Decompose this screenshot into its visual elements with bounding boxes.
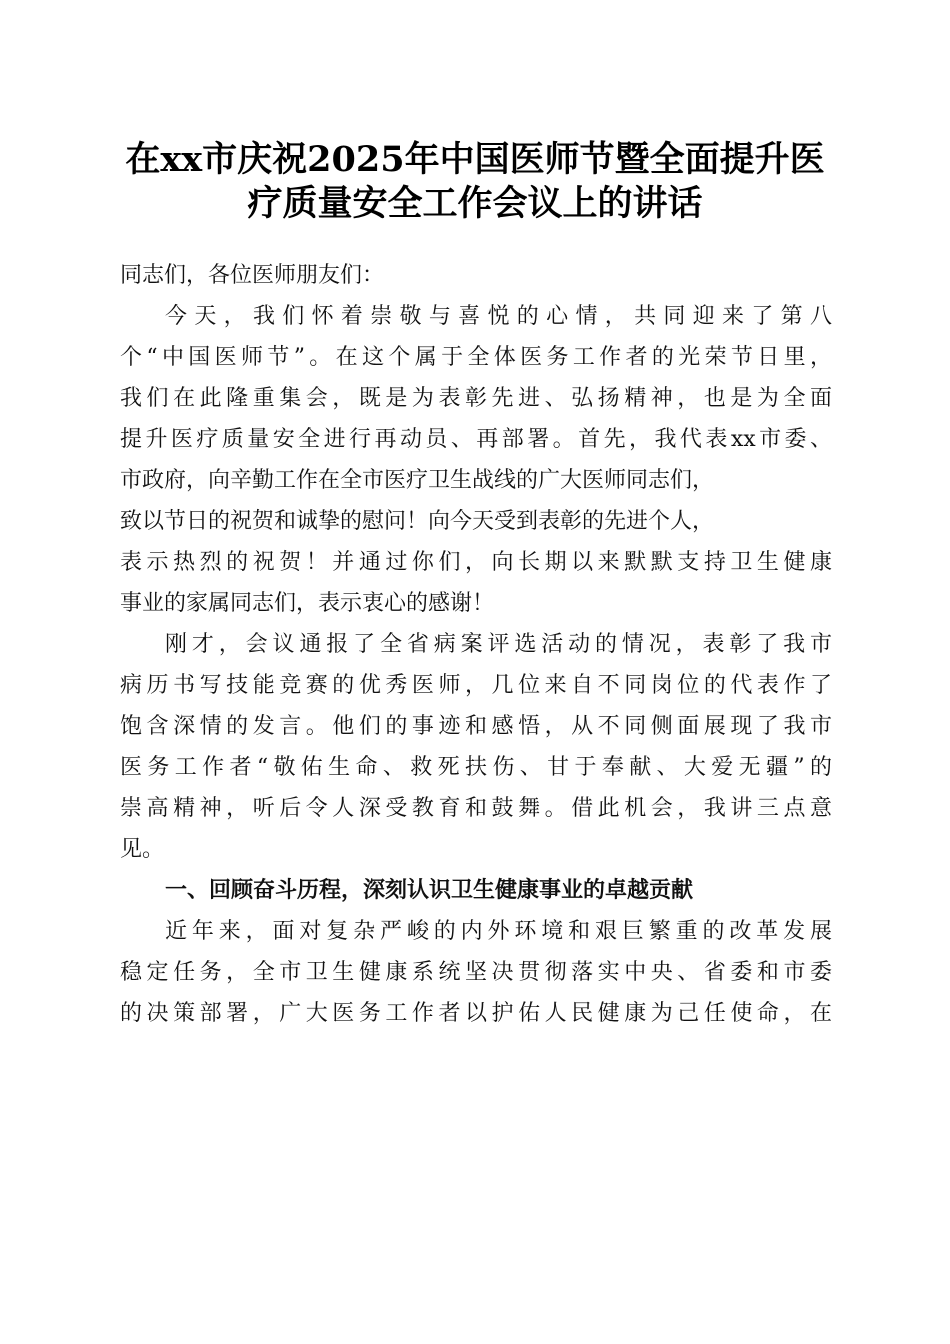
text-line: 稳定任务，全市卫生健康系统坚决贯彻落实中央、省委和市委 bbox=[120, 960, 832, 985]
text-line: 刚才，会议通报了全省病案评选活动的情况，表彰了我市 bbox=[165, 632, 832, 657]
text-line: 今天，我们怀着崇敬与喜悦的心情，共同迎来了第八 bbox=[165, 304, 832, 329]
title-line-1: 在xx市庆祝2025年中国医师节暨全面提升医 bbox=[125, 139, 825, 180]
text-line: 的决策部署，广大医务工作者以护佑人民健康为己任使命，在 bbox=[120, 1001, 832, 1026]
text-line: 市政府，向辛勤工作在全市医疗卫生战线的广大医师同志们， bbox=[120, 468, 715, 493]
text-line: 致以节日的祝贺和诚挚的慰问！向今天受到表彰的先进个人， bbox=[120, 509, 715, 534]
page-title bbox=[110, 138, 840, 226]
paragraph-2 bbox=[120, 624, 832, 870]
text-line: 我们在此隆重集会，既是为表彰先进、弘扬精神，也是为全面 bbox=[120, 386, 832, 411]
text-line: 见。 bbox=[120, 837, 165, 862]
title-line-2: 疗质量安全工作会议上的讲话 bbox=[247, 183, 703, 224]
text-line: 医务工作者“敬佑生命、救死扶伤、甘于奉献、大爱无疆”的 bbox=[120, 755, 832, 780]
text-line: 病历书写技能竞赛的优秀医师，几位来自不同岗位的代表作了 bbox=[120, 673, 832, 698]
text-line: 提升医疗质量安全进行再动员、再部署。首先，我代表xx市委、 bbox=[120, 427, 832, 452]
salutation: 同志们，各位医师朋友们： bbox=[120, 263, 385, 288]
text-line: 表示热烈的祝贺！并通过你们，向长期以来默默支持卫生健康 bbox=[120, 550, 832, 575]
text-line: 事业的家属同志们，表示衷心的感谢！ bbox=[120, 591, 495, 616]
text-line: 崇高精神，听后令人深受教育和鼓舞。借此机会，我讲三点意 bbox=[120, 796, 832, 821]
text-line: 饱含深情的发言。他们的事迹和感悟，从不同侧面展现了我市 bbox=[120, 714, 832, 739]
text-line: 个“中国医师节”。在这个属于全体医务工作者的光荣节日里， bbox=[120, 345, 832, 370]
document-body bbox=[120, 255, 832, 1034]
paragraph-1 bbox=[120, 296, 832, 624]
text-line: 近年来，面对复杂严峻的内外环境和艰巨繁重的改革发展 bbox=[165, 919, 832, 944]
paragraph-3 bbox=[120, 911, 832, 1034]
section-heading-1: 一、回顾奋斗历程，深刻认识卫生健康事业的卓越贡献 bbox=[165, 878, 694, 903]
